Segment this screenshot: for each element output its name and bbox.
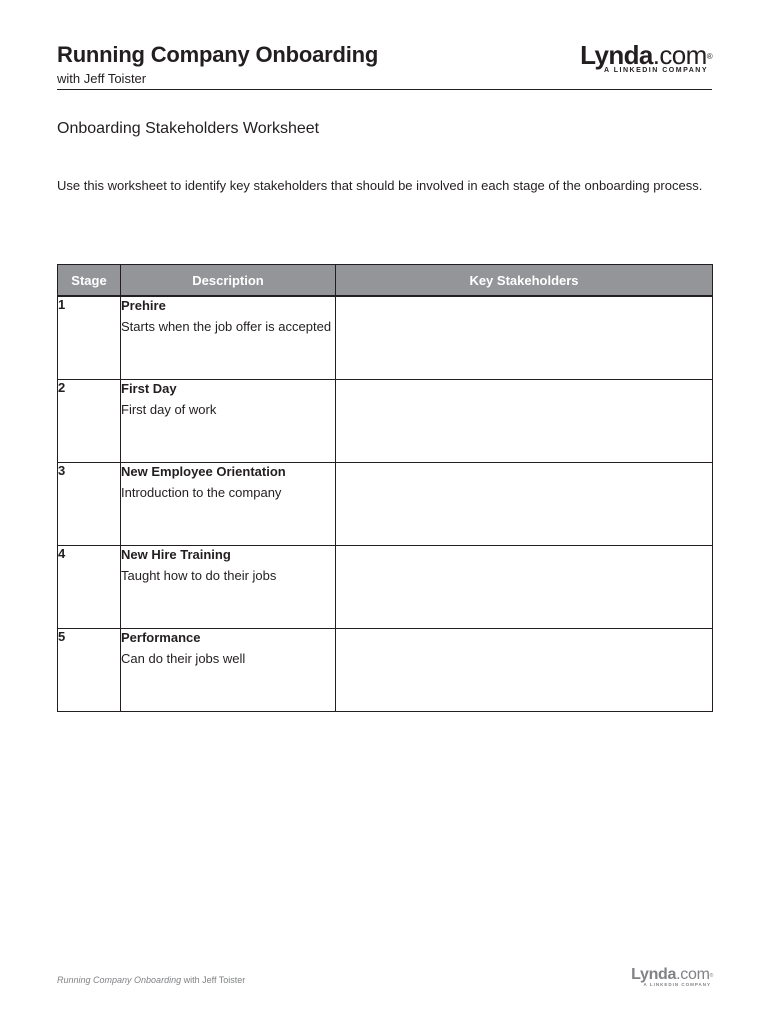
table-row [58,629,713,712]
footer-lynda-logo [631,966,713,987]
worksheet-title: Onboarding Stakeholders Worksheet [57,120,320,137]
stakeholders-table [57,264,713,712]
logo-tagline: A LINKEDIN COMPANY [604,67,708,74]
table-row [58,296,713,380]
table-row [58,463,713,546]
column-header-stage: Stage [58,265,121,297]
table-row [58,546,713,629]
page-header [57,40,712,90]
stage-name: Prehire [121,298,166,313]
stage-name: New Employee Orientation [121,464,286,479]
logo-wordmark [580,40,712,70]
logo-tld: .com [652,40,707,70]
stage-description: Introduction to the company [121,485,282,500]
footer-logo-tagline: A LINKEDIN COMPANY [643,982,711,987]
key-stakeholders-cell[interactable] [336,296,713,380]
footer-logo-tld: .com [676,966,710,983]
footer-author: with Jeff Toister [181,975,246,985]
stage-description: Can do their jobs well [121,651,246,666]
stage-description-cell [121,380,336,463]
stage-description-cell [121,463,336,546]
table-header-row [58,265,713,297]
footer-logo-brand: Lynda [631,966,677,983]
course-title: Running Company Onboarding [57,42,379,67]
stage-description: First day of work [121,402,217,417]
stage-description: Taught how to do their jobs [121,568,277,583]
column-header-key-stakeholders: Key Stakeholders [336,265,713,297]
course-author: with Jeff Toister [57,71,147,86]
stage-number: 4 [58,546,121,629]
logo-brand: Lynda [580,40,653,70]
stage-name: New Hire Training [121,547,231,562]
footer-course-title: Running Company Onboarding [57,975,182,985]
footer-course-credit [57,975,245,985]
key-stakeholders-cell[interactable] [336,380,713,463]
logo-registered-mark: ® [706,52,712,61]
stage-description-cell [121,546,336,629]
table-row [58,380,713,463]
stage-number: 5 [58,629,121,712]
stage-description-cell [121,296,336,380]
worksheet-intro: Use this worksheet to identify key stakeholders that should be involved in each stage of the onboarding process. [57,178,703,193]
footer-logo-registered-mark: ® [709,973,713,979]
stage-number: 2 [58,380,121,463]
stage-description-cell [121,629,336,712]
stage-description: Starts when the job offer is accepted [121,319,332,334]
key-stakeholders-cell[interactable] [336,463,713,546]
stage-number: 3 [58,463,121,546]
column-header-description: Description [121,265,336,297]
stage-name: Performance [121,630,201,645]
key-stakeholders-cell[interactable] [336,546,713,629]
key-stakeholders-cell[interactable] [336,629,713,712]
stage-name: First Day [121,381,177,396]
lynda-logo [580,40,712,74]
stage-number: 1 [58,296,121,380]
